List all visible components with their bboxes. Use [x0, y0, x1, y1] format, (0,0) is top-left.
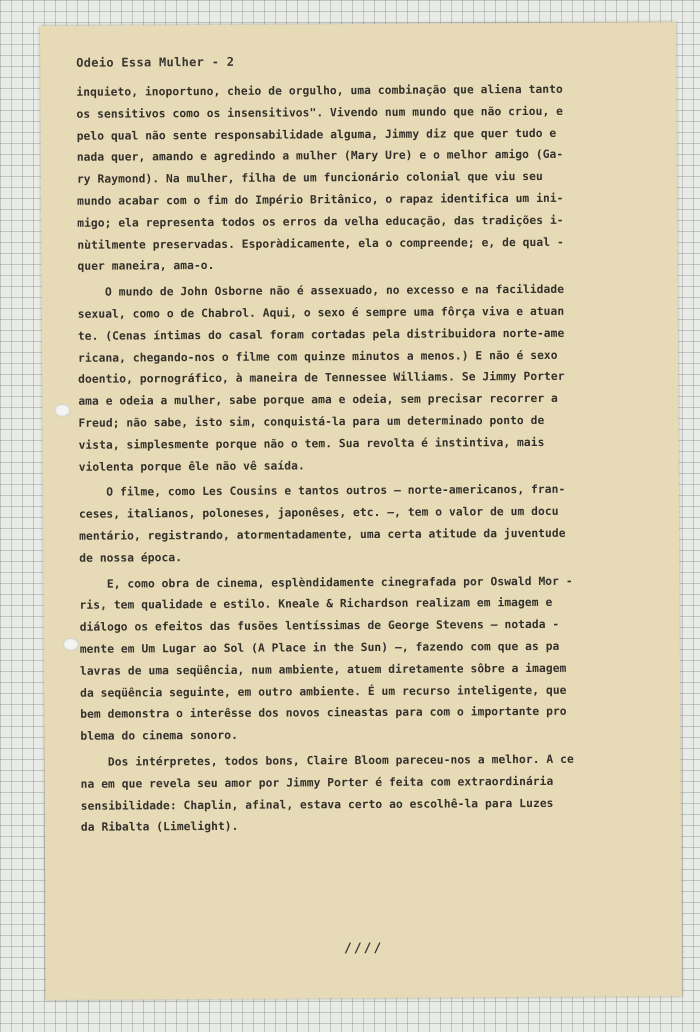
- paragraph-start-line: O mundo de John Osborne não é assexuado, no excesso e na facilidade: [77, 282, 565, 299]
- page-end-marks: ////: [343, 940, 384, 957]
- text-line: da Ribalta (Limelight).: [80, 820, 239, 835]
- text-line: nada quer, amando e agredindo a mulher (Mary Ure) e o melhor amigo (Ga-: [76, 148, 564, 165]
- text-line: bem demonstra o interêsse dos novos cineastas para com o importante pro: [80, 705, 567, 722]
- punch-hole-lower: [63, 638, 79, 651]
- text-line: quer maneira, ama-o.: [77, 259, 215, 274]
- text-line: mentário, registrando, atormentadamente, uma certa atitude da juventude: [79, 526, 566, 543]
- typewritten-page: [40, 22, 682, 1000]
- page-header: Odeio Essa Mulher - 2: [76, 54, 235, 70]
- text-line: de nossa época.: [79, 550, 183, 565]
- text-line: inquieto, inoportuno, cheio de orgulho, uma combinação que aliena tanto: [76, 82, 563, 99]
- punch-hole-upper: [54, 404, 70, 417]
- text-line: vista, simplesmente porque não o tem. Sua revolta é instintiva, mais: [78, 435, 545, 452]
- text-line: pelo qual não sente responsabilidade alguma, Jimmy diz que quer tudo e: [76, 126, 557, 143]
- text-line: ceses, italianos, poloneses, japonêses, etc. —, tem o valor de um docu: [78, 504, 559, 521]
- text-line: Freud; não sabe, isto sim, conquistá-la para um determinado ponto de: [78, 413, 545, 430]
- text-line: sensibilidade: Chaplin, afinal, estava certo ao escolhê-la para Luzes: [80, 796, 554, 813]
- text-line: mundo acabar com o fim do Império Britânico, o rapaz identifica um ini-: [77, 191, 564, 208]
- text-line: ris, tem qualidade e estilo. Kneale & Richardson realizam em imagem e: [79, 596, 553, 613]
- text-line: ricana, chegando-nos o filme com quinze minutos a menos.) E não é sexo: [77, 348, 558, 365]
- text-line: sexual, como o de Chabrol. Aqui, o sexo é sempre uma fôrça viva e atuan: [77, 304, 565, 321]
- text-line: da seqüência seguinte, em outro ambiente. É um recurso inteligente, que: [80, 683, 567, 700]
- text-line: os sensitivos como os insensitivos". Vivendo num mundo que não criou, e: [76, 104, 564, 121]
- paragraph-start-line: Dos intérpretes, todos bons, Claire Bloom pareceu-nos a melhor. A ce: [80, 752, 574, 769]
- text-line: ama e odeia a mulher, sabe porque ama e odeia, sem precisar recorrer a: [78, 391, 558, 408]
- text-line: blema do cinema sonoro.: [80, 728, 238, 743]
- text-line: doentio, pornográfico, à maneira de Tennessee Williams. Se Jimmy Porter: [78, 370, 565, 387]
- paragraph-start-line: E, como obra de cinema, esplèndidamente cinegrafada por Oswald Mor -: [79, 574, 573, 591]
- text-line: nùtilmente preservadas. Esporàdicamente, ela o compreende; e, de qual -: [77, 235, 564, 252]
- text-line: te. (Cenas íntimas do casal foram cortadas pela distribuidora norte-ame: [77, 326, 565, 343]
- text-line: ry Raymond). Na mulher, filha de um funcionário colonial que viu seu: [76, 170, 543, 186]
- text-line: diálogo os efeitos das fusões lentíssimas de George Stevens — notada -: [79, 617, 560, 634]
- document-body: [76, 78, 663, 839]
- text-line: mente em Um Lugar ao Sol (A Place in the Sun) —, fazendo com que as pa: [79, 639, 560, 656]
- paragraph-start-line: O filme, como Les Cousins e tantos outros — norte-americanos, fran-: [78, 483, 566, 500]
- text-line: lavras de uma seqüência, num ambiente, atuem diretamente sôbre a imagem: [79, 661, 567, 678]
- text-line: violenta porque êle não vê saída.: [78, 458, 305, 474]
- text-line: migo; ela representa todos os erros da velha educação, das tradições i-: [77, 213, 564, 230]
- text-line: na em que revela seu amor por Jimmy Porter é feita com extraordinária: [80, 774, 554, 791]
